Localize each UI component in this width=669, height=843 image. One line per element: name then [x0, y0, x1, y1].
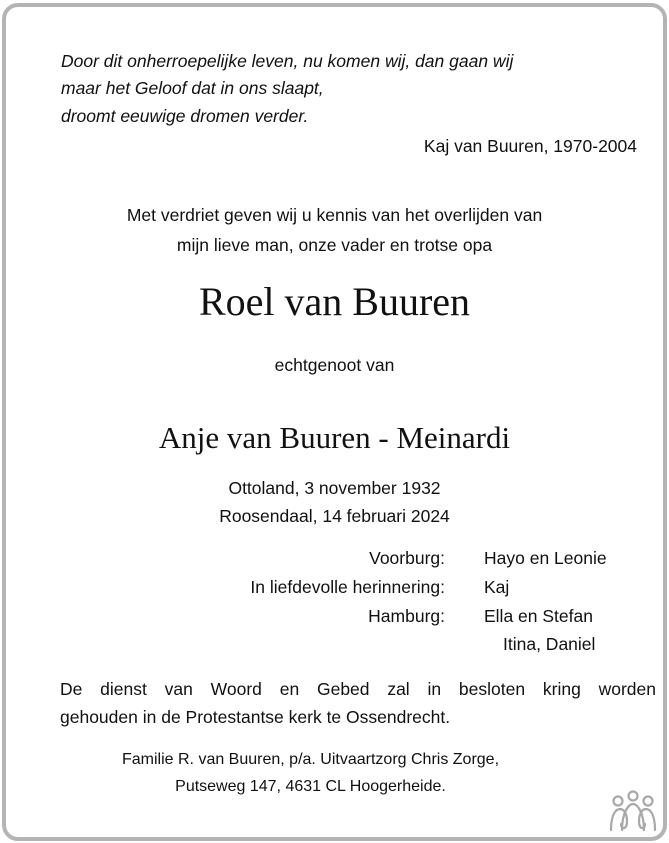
- family-value-4: Itina, Daniel: [503, 634, 596, 654]
- intro-line-2: mijn lieve man, onze vader en trotse opa: [176, 235, 493, 255]
- service-line-1: De dienst van Woord en Gebed zal in besloten kring worden: [60, 679, 656, 699]
- family-value-2: Kaj: [484, 577, 510, 597]
- intro-line-1: Met verdriet geven wij u kennis van het overlijden van: [126, 205, 543, 225]
- death-info: Roosendaal, 14 februari 2024: [219, 506, 450, 526]
- poem-attribution: Kaj van Buuren, 1970-2004: [423, 136, 637, 156]
- deceased-name: Roel van Buuren: [198, 279, 471, 324]
- relation-text: echtgenoot van: [274, 355, 395, 375]
- family-value-3: Ella en Stefan: [484, 606, 593, 626]
- service-line-2: gehouden in de Protestantse kerk te Ossendrecht.: [60, 707, 451, 727]
- poem-line-1: Door dit onherroepelijke leven, nu komen wij, dan gaan wij: [61, 51, 514, 71]
- family-label-2: In liefdevolle herinnering:: [250, 577, 445, 597]
- family-value-1: Hayo en Leonie: [484, 548, 607, 568]
- birth-info: Ottoland, 3 november 1932: [228, 478, 441, 498]
- contact-line-1: Familie R. van Buuren, p/a. Uitvaartzorg Chris Zorge,: [121, 751, 500, 768]
- contact-line-2: Putseweg 147, 4631 CL Hoogerheide.: [175, 778, 446, 795]
- spouse-name: Anje van Buuren - Meinardi: [158, 420, 511, 455]
- family-label-3: Hamburg:: [368, 606, 445, 626]
- family-logo-icon: [608, 790, 658, 837]
- family-label-1: Voorburg:: [369, 548, 445, 568]
- poem-line-3: droomt eeuwige dromen verder.: [61, 106, 309, 126]
- poem-line-2: maar het Geloof dat in ons slaapt,: [61, 78, 324, 98]
